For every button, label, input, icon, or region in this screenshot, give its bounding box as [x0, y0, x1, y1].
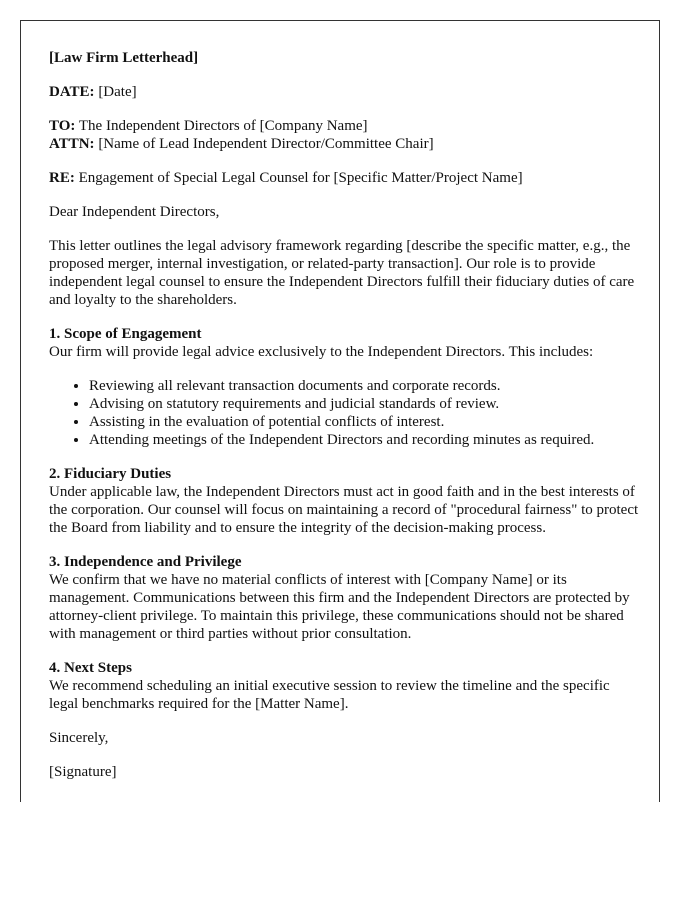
- section-title: 1. Scope of Engagement: [49, 326, 202, 342]
- to-value: The Independent Directors of [Company Name]: [75, 118, 368, 134]
- section-body: We recommend scheduling an initial executive session to review the timeline and the specific legal benchmarks required for the [Matter Name].: [49, 678, 610, 712]
- attn-value: [Name of Lead Independent Director/Committee Chair]: [94, 136, 434, 152]
- date-line: [49, 83, 639, 101]
- salutation: Dear Independent Directors,: [49, 204, 220, 220]
- section-body: Under applicable law, the Independent Directors must act in good faith and in the best interests of the corporation. Our counsel will focus on maintaining a record of "procedural fairness" to protect the Board from liability and to ensure the integrity of the decision-making process.: [49, 484, 639, 536]
- re-label: RE:: [49, 170, 75, 186]
- list-item: • Assisting in the evaluation of potential conflicts of interest.: [89, 413, 639, 431]
- section-fiduciary: [49, 465, 639, 537]
- list-item: • Attending meetings of the Independent Directors and recording minutes as required.: [89, 431, 639, 449]
- section-next-steps: [49, 659, 639, 713]
- section-title: 3. Independence and Privilege: [49, 554, 242, 570]
- letter-content: [49, 49, 639, 797]
- recipient-block: [49, 117, 639, 153]
- signature: [Signature]: [49, 764, 117, 780]
- section-title: 2. Fiduciary Duties: [49, 466, 172, 482]
- attn-label: ATTN:: [49, 136, 95, 152]
- section-title: 4. Next Steps: [49, 660, 132, 676]
- scope-list: [49, 377, 639, 449]
- intro-paragraph: This letter outlines the legal advisory framework regarding [describe the specific matter, e.g., the proposed merger, internal investigation, or related-party transaction]. Our role is to provide independent legal counsel to ensure the Independent Directors fulfill their fiduciary duties of care and loyalty to the shareholders.: [49, 238, 635, 308]
- section-body: We confirm that we have no material conflicts of interest with [Company Name] or its management. Communications between this firm and the Independent Directors are protected by attorney-client privilege. To maintain this privilege, these communications should not be shared with management or third parties without prior consultation.: [49, 572, 630, 642]
- date-label: DATE:: [49, 84, 95, 100]
- section-scope: [49, 325, 639, 449]
- section-independence: [49, 553, 639, 643]
- to-label: TO:: [49, 118, 76, 134]
- list-item: • Advising on statutory requirements and judicial standards of review.: [89, 395, 639, 413]
- date-value: [Date]: [94, 84, 137, 100]
- section-body: Our firm will provide legal advice exclusively to the Independent Directors. This includes:: [49, 344, 594, 360]
- letter-page: [20, 20, 660, 802]
- closing: Sincerely,: [49, 730, 109, 746]
- list-item: • Reviewing all relevant transaction documents and corporate records.: [89, 377, 639, 395]
- re-value: Engagement of Special Legal Counsel for [Specific Matter/Project Name]: [74, 170, 523, 186]
- re-line: [49, 169, 639, 187]
- letterhead: [Law Firm Letterhead]: [49, 50, 199, 66]
